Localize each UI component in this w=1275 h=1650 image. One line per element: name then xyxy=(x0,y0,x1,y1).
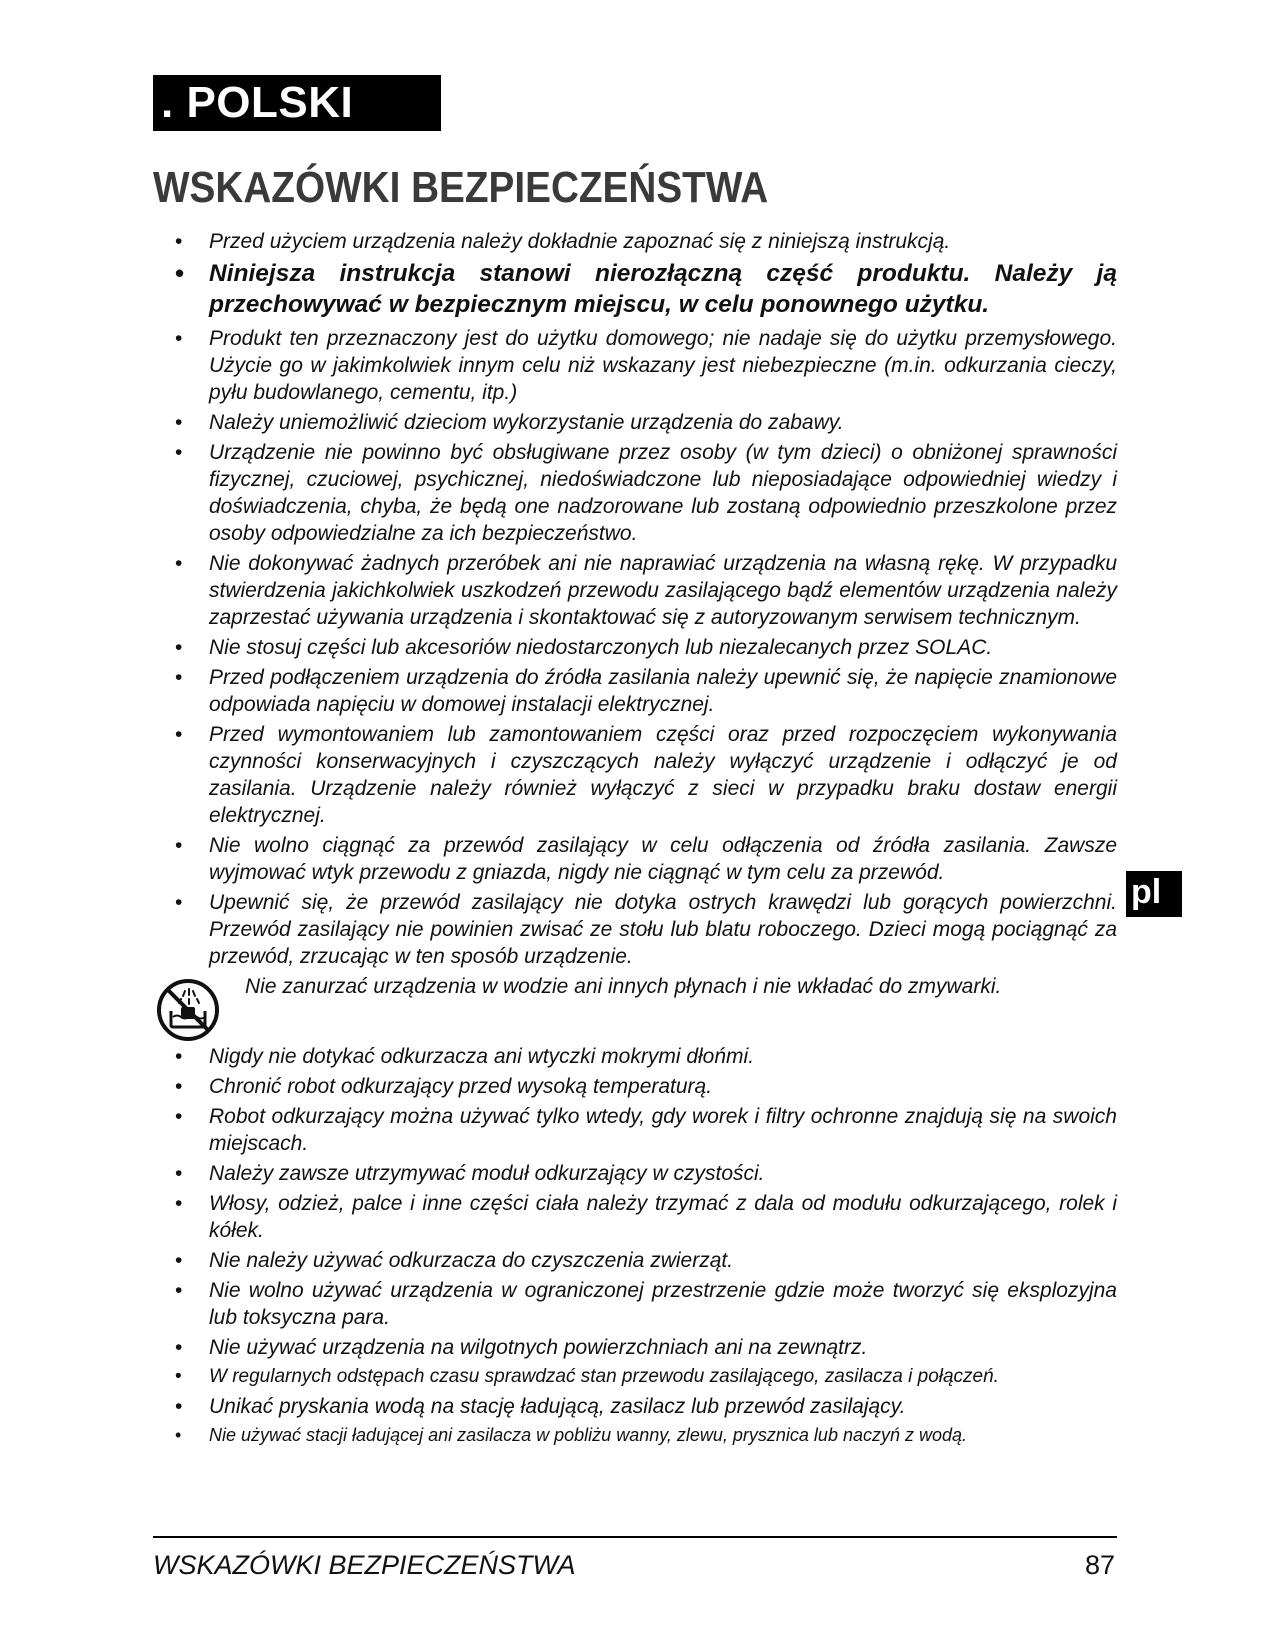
no-immersion-icon xyxy=(155,977,221,1043)
bullet-icon: • xyxy=(175,1336,183,1359)
bullet-icon: • xyxy=(175,723,183,746)
list-item: • Nigdy nie dotykać odkurzacza ani wtyczki mokrymi dłońmi. xyxy=(175,1045,755,1068)
bullet-icon: • xyxy=(175,1249,183,1272)
list-item: • Nie należy używać odkurzacza do czyszczenia zwierząt. xyxy=(175,1249,734,1272)
safety-content xyxy=(173,228,1117,1451)
list-item: • Przed wymontowaniem lub zamontowaniem części oraz przed rozpoczęciem wykonywania czynności konserwacyjnych i czyszczących należy wyłączyć urządzenie i odłączyć je od zasilania. Urządzenie należy również wyłączyć z sieci w przypadku braku dostaw energii elektrycznej. xyxy=(175,723,1117,827)
no-immersion-note xyxy=(173,973,1117,1037)
list-item: • Należy zawsze utrzymywać moduł odkurzający w czystości. xyxy=(175,1162,765,1185)
bullet-icon: • xyxy=(175,666,183,689)
bullet-icon: • xyxy=(175,1162,183,1185)
bullet-icon: • xyxy=(175,327,183,350)
no-immersion-text: Nie zanurzać urządzenia w wodzie ani innych płynach i nie wkładać do zmywarki. xyxy=(245,975,1002,998)
list-item: • Robot odkurzający można używać tylko wtedy, gdy worek i filtry ochronne znajdują się na swoich miejscach. xyxy=(175,1105,1117,1155)
list-item: • Włosy, odzież, palce i inne części ciała należy trzymać z dala od modułu odkurzającego, rolek i kółek. xyxy=(175,1192,1117,1242)
bullet-icon: • xyxy=(175,1045,183,1068)
page-title: WSKAZÓWKI BEZPIECZEŃSTWA xyxy=(153,163,769,212)
list-item: • W regularnych odstępach czasu sprawdzać stan przewodu zasilającego, zasilacza i połączeń. xyxy=(173,1364,1117,1390)
bullet-icon: • xyxy=(175,1425,182,1445)
bullet-icon: • xyxy=(175,1366,182,1387)
bullet-icon: • xyxy=(175,834,183,857)
list-item: • Nie dokonywać żadnych przeróbek ani nie naprawiać urządzenia na własną rękę. W przypadku stwierdzenia jakichkolwiek uszkodzeń przewodu zasilającego bądź elementów urządzenia należy zaprzestać używania urządzenia i skontaktować się z autoryzowanym serwisem technicznym. xyxy=(175,552,1117,629)
language-banner: . POLSKI xyxy=(153,75,441,131)
list-item: • Nie wolno używać urządzenia w ograniczonej przestrzenie gdzie może tworzyć się eksplozyjna lub toksyczna para. xyxy=(175,1279,1117,1329)
list-item: • Unikać pryskania wodą na stację ładującą, zasilacz lub przewód zasilający. xyxy=(175,1395,906,1418)
bullet-icon: • xyxy=(175,411,183,434)
bullet-icon: • xyxy=(175,1192,183,1215)
bullet-icon: • xyxy=(175,1075,183,1098)
bullet-icon: • xyxy=(175,258,185,288)
list-item: • Przed użyciem urządzenia należy dokładnie zapoznać się z niniejszą instrukcją. xyxy=(175,230,951,253)
list-item: • Nie stosuj części lub akcesoriów niedostarczonych lub niezalecanych przez SOLAC. xyxy=(175,636,993,659)
safety-list-top xyxy=(173,228,1117,970)
list-item: • Należy uniemożliwić dzieciom wykorzystanie urządzenia do zabawy. xyxy=(175,411,844,434)
bullet-icon: • xyxy=(175,1279,183,1302)
language-tab: pl xyxy=(1126,871,1182,917)
footer-title: WSKAZÓWKI BEZPIECZEŃSTWA xyxy=(153,1550,576,1580)
page-number: 87 xyxy=(1084,1550,1115,1580)
bullet-icon: • xyxy=(175,552,183,575)
bullet-icon: • xyxy=(175,1395,183,1418)
list-item: • Nie używać urządzenia na wilgotnych powierzchniach ani na zewnątrz. xyxy=(175,1336,868,1359)
list-item: • Upewnić się, że przewód zasilający nie dotyka ostrych krawędzi lub gorących powierzchni. Przewód zasilający nie powinien zwisać ze stołu lub blatu roboczego. Dzieci mogą pociągnąć za przewód, zrzucając w ten sposób urządzenie. xyxy=(175,891,1117,968)
bullet-icon: • xyxy=(175,891,183,914)
list-item: • Przed podłączeniem urządzenia do źródła zasilania należy upewnić się, że napięcie znamionowe odpowiada napięciu w domowej instalacji elektrycznej. xyxy=(175,666,1117,716)
list-item: • Produkt ten przeznaczony jest do użytku domowego; nie nadaje się do użytku przemysłowego. Użycie go w jakimkolwiek innym celu niż wskazany jest niebezpieczne (m.in. odkurzania cieczy, pyłu budowlanego, cementu, itp.) xyxy=(175,327,1117,404)
list-item: • Urządzenie nie powinno być obsługiwane przez osoby (w tym dzieci) o obniżonej sprawności fizycznej, czuciowej, psychicznej, niedoświadczone lub nieposiadające odpowiedniej wiedzy i doświadczenia, chyba, że będą one nadzorowane lub zostaną odpowiednio przeszkolone przez osoby odpowiedzialne za ich bezpieczeństwo. xyxy=(175,441,1117,545)
bullet-icon: • xyxy=(175,636,183,659)
bullet-icon: • xyxy=(175,1105,183,1128)
bullet-icon: • xyxy=(175,230,183,253)
list-item-important: • Niniejsza instrukcja stanowi nierozłączną część produktu. Należy ją przechowywać w bezpiecznym miejscu, w celu ponownego użytku. xyxy=(175,258,1117,318)
safety-list-bottom xyxy=(173,1043,1117,1448)
list-item: • Chronić robot odkurzający przed wysoką temperaturą. xyxy=(175,1075,713,1098)
list-item: • Nie wolno ciągnąć za przewód zasilający w celu odłączenia od źródła zasilania. Zawsze wyjmować wtyk przewodu z gniazda, nigdy nie ciągnąć w tym celu za przewód. xyxy=(175,834,1117,884)
bullet-icon: • xyxy=(175,441,183,464)
list-item: • Nie używać stacji ładującej ani zasilacza w pobliżu wanny, zlewu, prysznica lub naczyń z wodą. xyxy=(173,1423,1117,1448)
footer-divider xyxy=(153,1536,1117,1538)
